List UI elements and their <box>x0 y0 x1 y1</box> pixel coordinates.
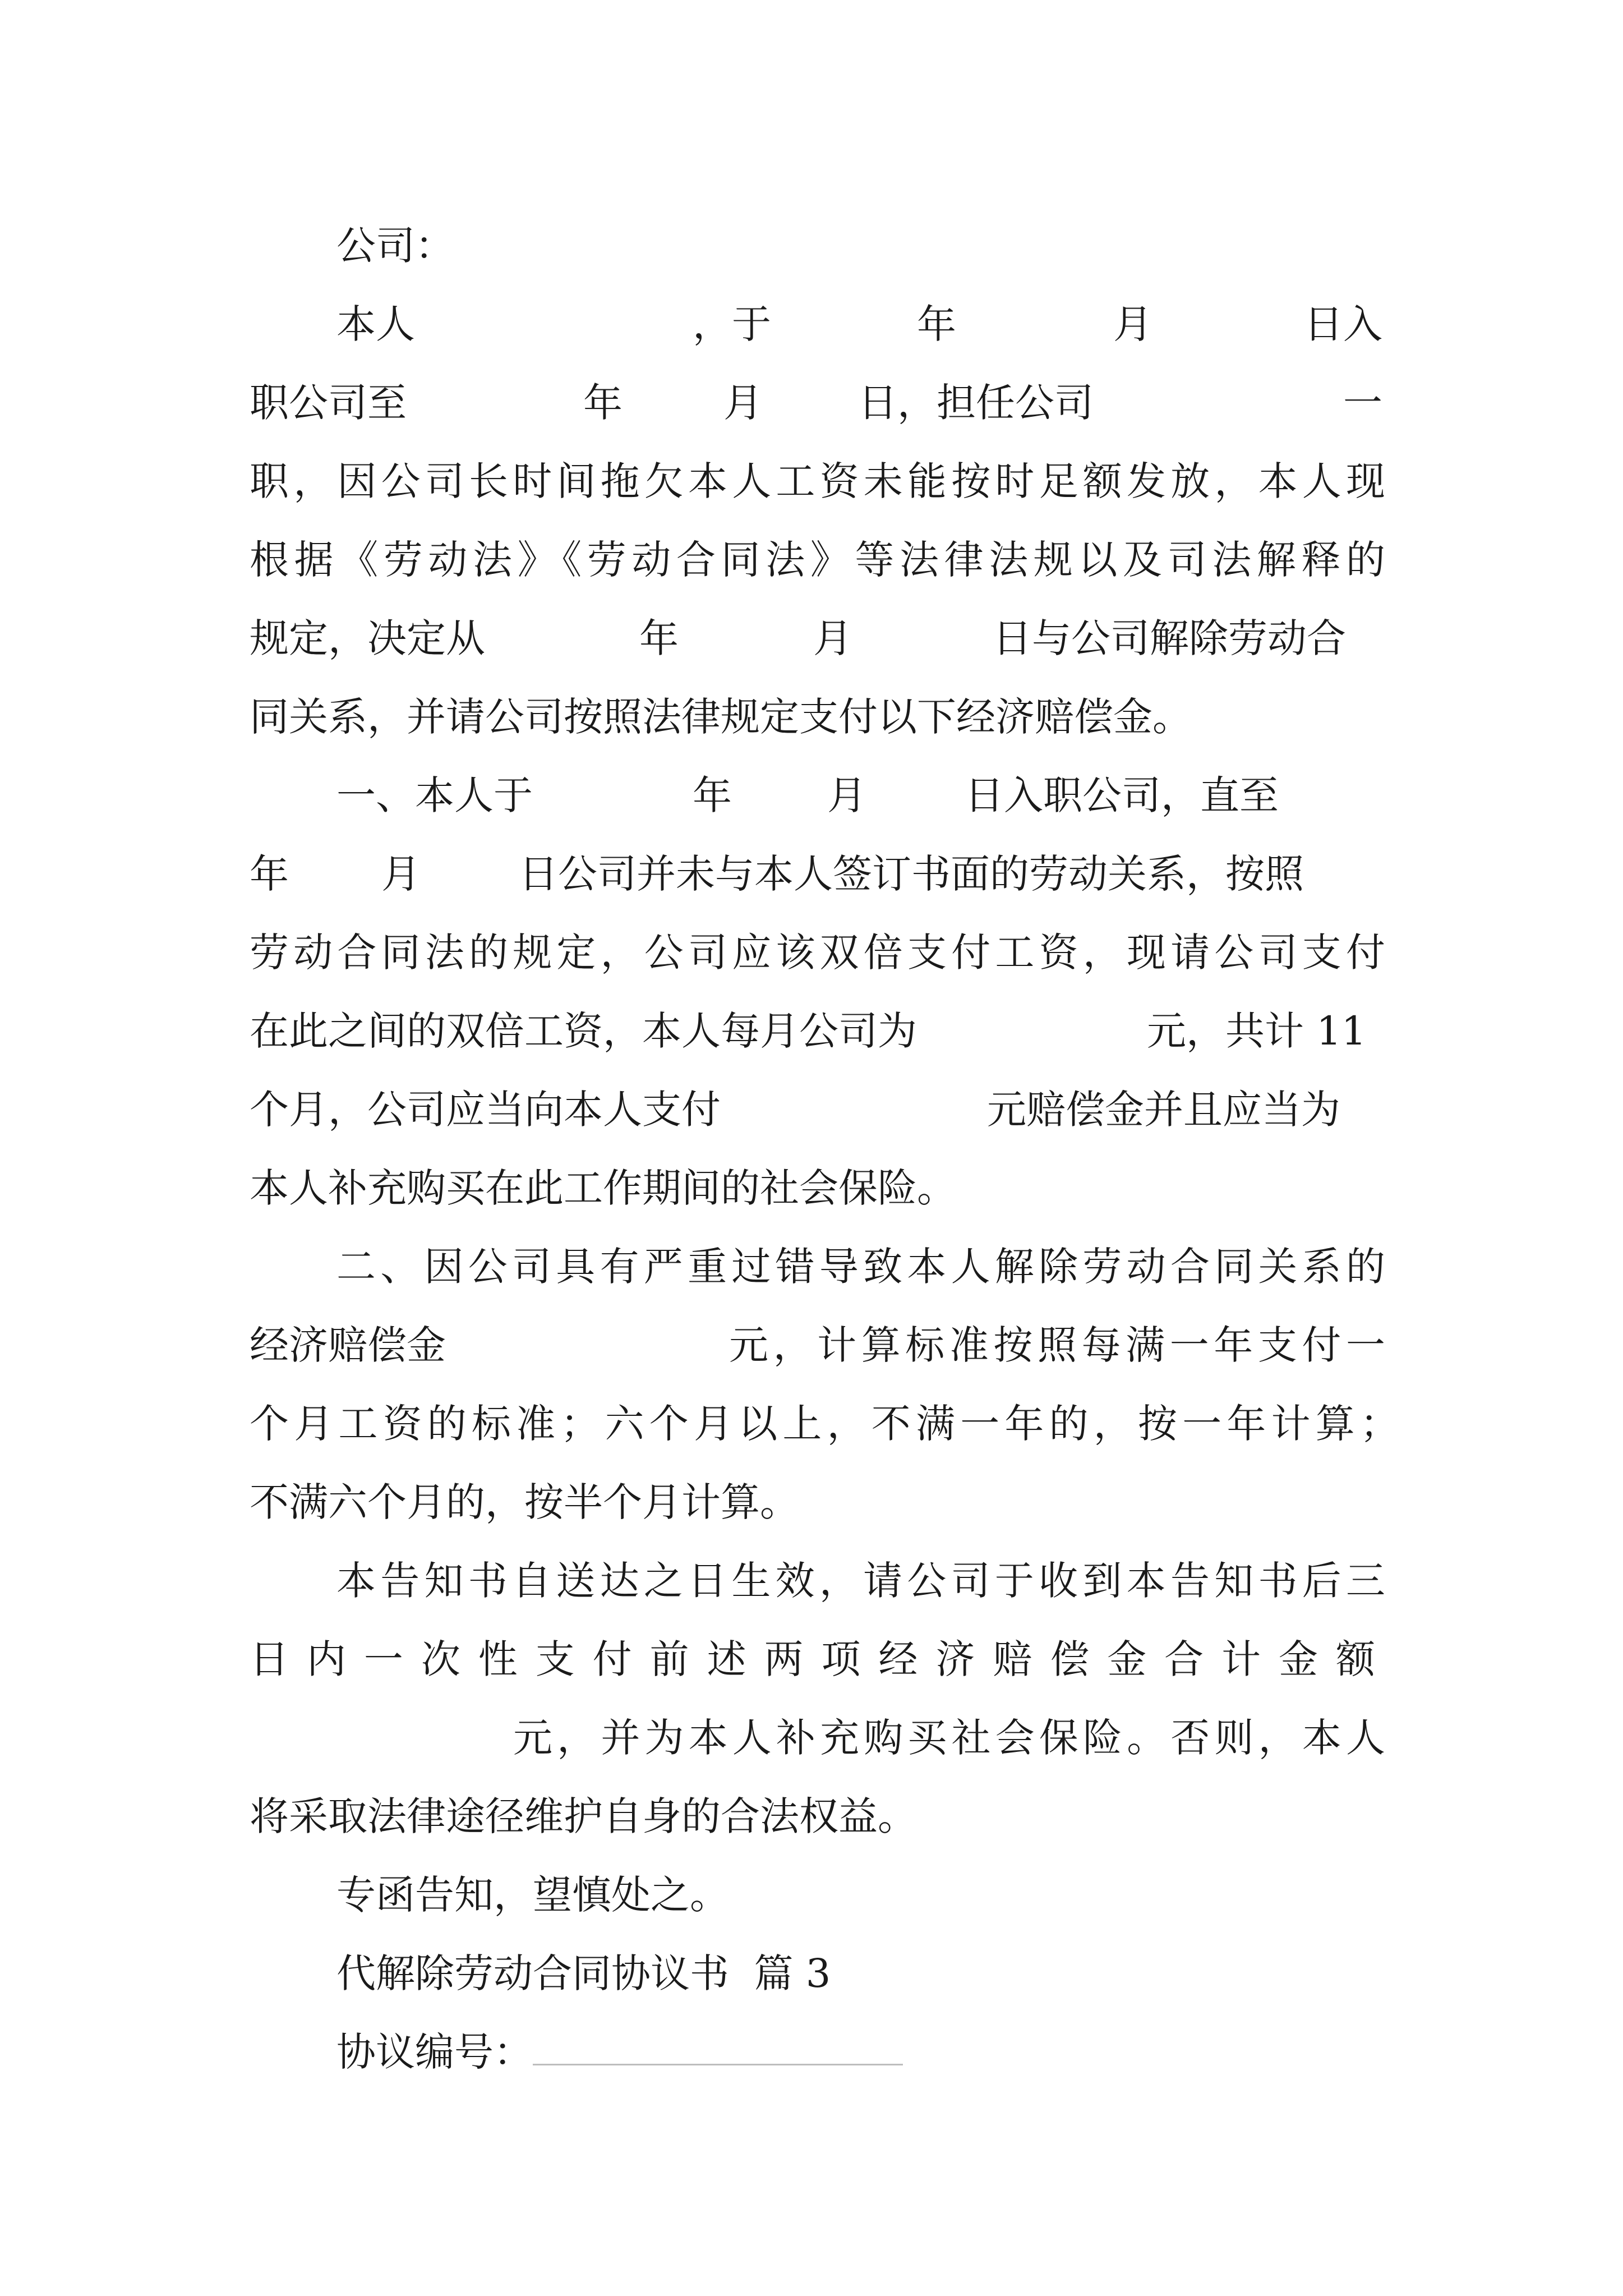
text-segment: 公司： <box>336 223 454 269</box>
text-line <box>250 840 289 908</box>
text-segment: 专函告知，望慎处之。 <box>336 1872 729 1918</box>
text-line <box>250 369 407 436</box>
text-line: 职，因公司长时间拖欠本人工资未能按时足额发放，本人现 <box>250 458 1385 504</box>
text-line: 二、因公司具有严重过错导致本人解除劳动合同关系的 <box>336 1244 1385 1290</box>
text-segment: 月 <box>723 380 763 426</box>
salutation-line <box>336 212 454 279</box>
text-segment: 不满六个月的，按半个月计算。 <box>250 1479 799 1525</box>
closing-line <box>336 1861 729 1929</box>
text-line <box>250 1312 446 1379</box>
text-line: 劳动合同法的规定，公司应该双倍支付工资，现请公司支付 <box>250 930 1385 976</box>
text-segment: 元，共计 11 <box>1147 1008 1367 1054</box>
text-line <box>250 605 485 672</box>
text-line <box>1304 291 1382 358</box>
agreement-number-field[interactable] <box>533 2030 903 2065</box>
text-segment: 日入职公司，直至 <box>965 772 1279 818</box>
text-segment: 年 <box>917 301 956 347</box>
text-segment: 一 <box>1343 380 1382 426</box>
text-line <box>250 1783 917 1850</box>
section-title <box>336 1940 831 2007</box>
text-segment: 月 <box>1113 301 1152 347</box>
text-segment: 本人补充购买在此工作期间的社会保险。 <box>250 1165 956 1211</box>
text-line: 根据《劳动法》《劳动合同法》等法律法规以及司法解释的 <box>250 537 1385 583</box>
text-segment: 年 <box>583 380 623 426</box>
text-line <box>917 291 956 358</box>
text-line <box>381 840 421 908</box>
text-line <box>583 369 623 436</box>
text-segment: 日，担任公司 <box>858 380 1094 426</box>
text-line <box>639 605 679 672</box>
text-segment: 元赔偿金并且应当为 <box>987 1087 1340 1133</box>
agreement-number-line <box>336 2018 903 2086</box>
text-segment: 日与公司解除劳动合 <box>993 615 1346 661</box>
text-segment: 规定，决定从 <box>250 615 485 661</box>
text-line <box>1343 369 1382 436</box>
text-segment: 同关系，并请公司按照法律规定支付以下经济赔偿金。 <box>250 694 1192 740</box>
text-line <box>693 762 732 829</box>
text-line <box>993 605 1346 672</box>
text-line <box>519 840 1304 908</box>
text-segment: 职公司至 <box>250 380 407 426</box>
text-line: 个月工资的标准；六个月以上，不满一年的，按一年计算； <box>250 1401 1399 1447</box>
text-segment: 本人 <box>336 301 415 347</box>
text-segment: 月 <box>827 772 866 818</box>
text-line: 元，计算标准按照每满一年支付一 <box>729 1322 1385 1368</box>
text-line <box>827 762 866 829</box>
text-line: 日内一次性支付前述两项经济赔偿金合计金额 <box>250 1636 1385 1682</box>
text-segment: 月 <box>813 615 852 661</box>
text-line <box>250 997 917 1065</box>
text-line <box>858 369 1094 436</box>
text-segment: 在此之间的双倍工资，本人每月公司为 <box>250 1008 917 1054</box>
text-segment: 日公司并未与本人签订书面的劳动关系，按照 <box>519 851 1304 897</box>
text-line <box>336 291 415 358</box>
text-line <box>723 369 763 436</box>
text-segment: 年 <box>639 615 679 661</box>
text-line <box>813 605 852 672</box>
text-segment: 代解除劳动合同协议书 篇 3 <box>336 1950 831 1996</box>
text-line: 元，并为本人补充购买社会保险。否则，本人 <box>513 1715 1385 1761</box>
text-segment: 年 <box>250 851 289 897</box>
text-line <box>965 762 1279 829</box>
text-segment: 月 <box>381 851 421 897</box>
agreement-number-label: 协议编号： <box>336 2029 533 2075</box>
text-line <box>336 762 533 829</box>
text-line <box>1147 997 1366 1065</box>
text-line <box>250 1076 721 1143</box>
text-segment: 一、本人于 <box>336 772 533 818</box>
text-line: 本告知书自送达之日生效，请公司于收到本告知书后三 <box>336 1558 1385 1604</box>
text-line <box>1113 291 1152 358</box>
text-line <box>987 1076 1340 1143</box>
text-line <box>250 1154 956 1222</box>
text-line <box>250 683 1192 751</box>
text-segment: 个月，公司应当向本人支付 <box>250 1087 721 1133</box>
text-segment: 将采取法律途径维护自身的合法权益。 <box>250 1793 917 1839</box>
text-segment: 年 <box>693 772 732 818</box>
text-line <box>250 1469 799 1536</box>
text-segment: 经济赔偿金 <box>250 1322 446 1368</box>
text-line <box>693 291 771 358</box>
text-segment: 日入 <box>1304 301 1382 347</box>
text-segment: ，于 <box>693 301 771 347</box>
